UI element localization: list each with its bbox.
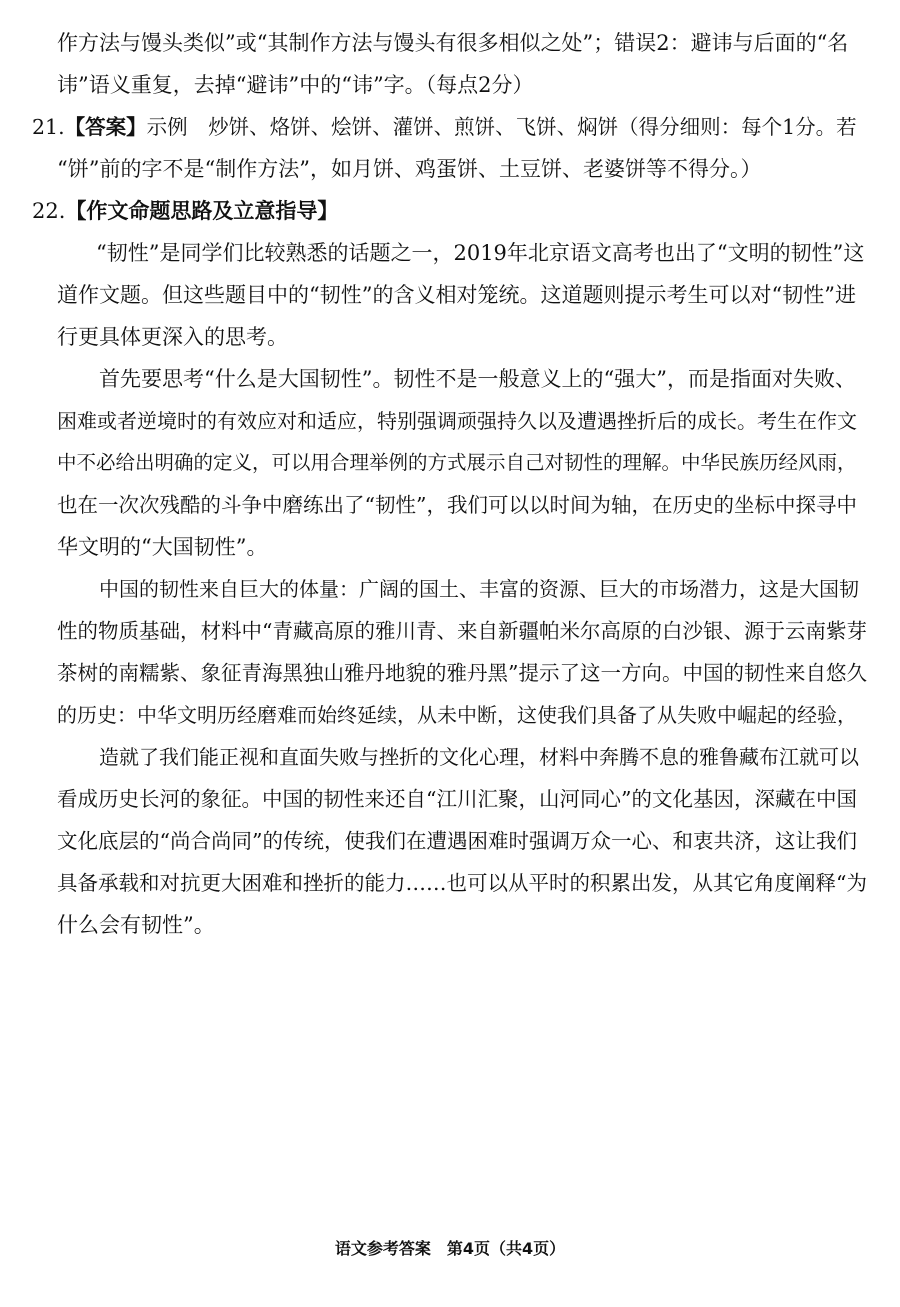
paragraph-line: 文化底层的“尚合尚同”的传统，使我们在遭遇困难时强调万众一心、和衷共济，这让我们 (57, 829, 857, 853)
question-number: 21. (32, 115, 65, 139)
page-footer: 语文参考答案 第4页（共4页） (334, 1239, 566, 1258)
paragraph-line: 华文明的“大国韧性”。 (57, 535, 268, 559)
paragraph-line: 造就了我们能正视和直面失败与挫折的文化心理，材料中奔腾不息的雅鲁藏布江就可以 (99, 745, 859, 769)
paragraph-line: 什么会有韧性”。 (57, 913, 215, 937)
paragraph-line: 中不必给出明确的定义，可以用合理举例的方式展示自己对韧性的理解。中华民族历经风雨， (57, 451, 857, 474)
paragraph-line: 道作文题。但这些题目中的“韧性”的含义相对笼统。这道题则提示考生可以对“韧性”进 (57, 283, 856, 307)
paragraph-line: 看成历史长河的象征。中国的韧性来还自“江川汇聚，山河同心”的文化基因，深藏在中国 (57, 787, 857, 811)
question-22 (32, 196, 338, 226)
section-tag: 【作文命题思路及立意指导】 (65, 198, 339, 223)
paragraph-line: 首先要思考“什么是大国韧性”。韧性不是一般意义上的“强大”，而是指面对失败、 (99, 367, 856, 391)
answer-text: 示例 炒饼、烙饼、烩饼、灌饼、煎饼、飞饼、焖饼（得分细则：每个1分。若 (146, 115, 857, 139)
paragraph-line: 性的物质基础，材料中“青藏高原的雅川青、来自新疆帕米尔高原的白沙银、源于云南紫芽 (57, 619, 867, 643)
answer-tag: 【答案】 (64, 115, 147, 139)
paragraph-line: 茶树的南糯紫、象征青海黑独山雅丹地貌的雅丹黑”提示了这一方向。中国的韧性来自悠久 (57, 661, 867, 685)
text-line: 讳”语义重复，去掉“避讳”中的“讳”字。（每点2分） (57, 73, 534, 97)
paragraph-line: 行更具体更深入的思考。 (57, 325, 288, 349)
text-line: “饼”前的字不是“制作方法”，如月饼、鸡蛋饼、土豆饼、老婆饼等不得分。） (57, 157, 762, 181)
paragraph-line: 的历史：中华文明历经磨难而始终延续，从未中断，这使我们具备了从失败中崛起的经验， (57, 703, 857, 727)
paragraph-line: 中国的韧性来自巨大的体量：广阔的国土、丰富的资源、巨大的市场潜力，这是大国韧 (99, 577, 859, 601)
question-number: 22. (32, 199, 66, 223)
paragraph-line: 具备承载和对抗更大困难和挫折的能力……也可以从平时的积累出发，从其它角度阐释“为 (57, 871, 867, 895)
paragraph-line: 困难或者逆境时的有效应对和适应，特别强调顽强持久以及遭遇挫折后的成长。考生在作文 (57, 409, 857, 433)
paragraph-line: “韧性”是同学们比较熟悉的话题之一，2019年北京语文高考也出了“文明的韧性”这 (96, 241, 865, 265)
paragraph-line: 也在一次次残酷的斗争中磨练出了“韧性”，我们可以以时间为轴，在历史的坐标中探寻中 (57, 493, 857, 517)
text-line: 作方法与馒头类似”或“其制作方法与馒头有很多相似之处”；错误2：避讳与后面的“名 (57, 31, 849, 55)
question-21 (32, 112, 857, 142)
